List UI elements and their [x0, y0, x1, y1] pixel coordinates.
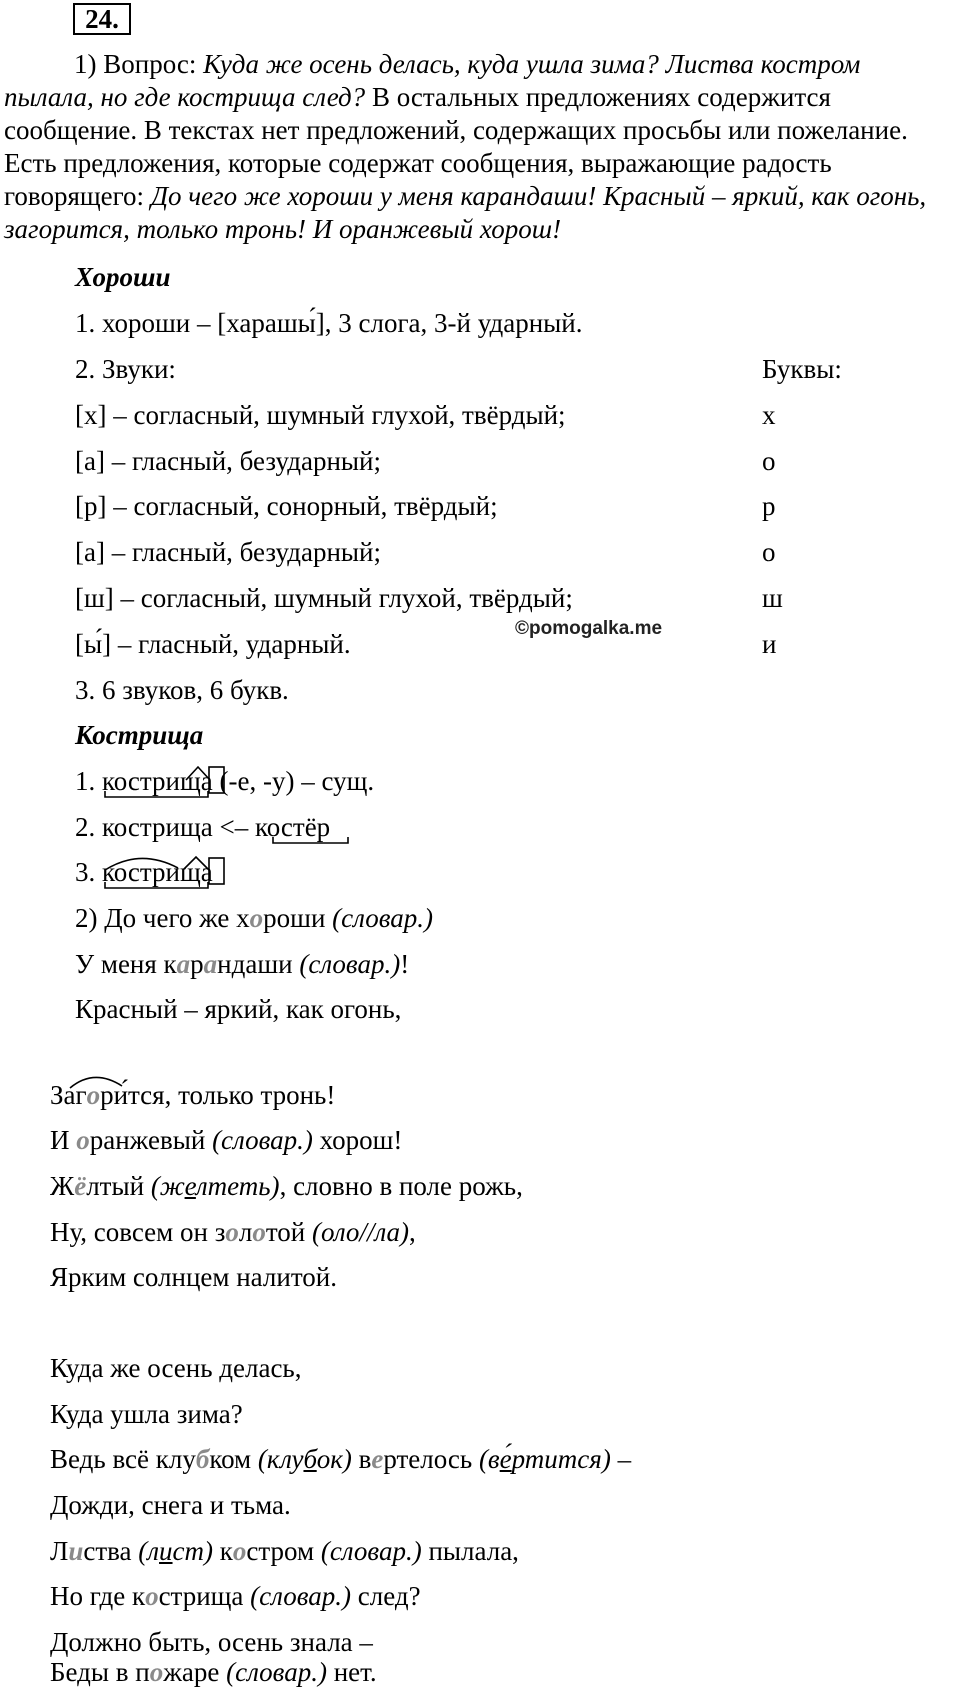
source-word: костёр: [255, 812, 331, 842]
text: ндаши: [217, 949, 300, 979]
poem2-line-8: [50, 1656, 377, 1688]
sound-row: [р] – согласный, сонорный, твёрдый;: [75, 491, 498, 521]
sound-row: [ы́] – гласный, ударный.: [75, 629, 351, 659]
kostrishcha-line-1: [75, 765, 374, 797]
derived-word: кострища: [102, 812, 213, 842]
text: –: [610, 1444, 632, 1474]
poem2-line-4: Дожди, снега и тьма.: [50, 1490, 291, 1520]
poem2-line-6: [50, 1580, 421, 1612]
kostrishcha-title: Кострища: [75, 720, 204, 750]
text: ком: [209, 1444, 258, 1474]
letter-cell: х: [762, 400, 776, 430]
text: Заг: [50, 1080, 87, 1110]
spelling-letter: о: [145, 1581, 159, 1611]
check-note: (ж: [150, 1171, 185, 1201]
kostrishcha-line-3: [75, 856, 213, 888]
spelling-letter: о: [86, 1080, 101, 1110]
text: нет.: [326, 1657, 377, 1687]
poem1-line-8: Ярким солнцем налитой.: [50, 1262, 337, 1292]
text: Ведь всё клу: [50, 1444, 196, 1474]
text: ,: [409, 1217, 416, 1247]
check-note-underlined: е́: [499, 1444, 512, 1474]
sound-row: [х] – согласный, шумный глухой, твёрдый;: [75, 400, 566, 430]
list-number: 3.: [75, 857, 102, 887]
list-number: 2.: [75, 812, 102, 842]
spelling-letter: ё: [74, 1171, 87, 1201]
sound-row: [ш] – согласный, шумный глухой, твёрдый;: [75, 583, 573, 613]
spelling-letter: о: [252, 1217, 266, 1247]
text: стрища: [158, 1581, 251, 1611]
horoshi-line-1: 1. хороши – [харашы́], 3 слога, 3-й ударный.: [75, 308, 583, 338]
intro-text-a: 1) Вопрос:: [74, 49, 204, 79]
check-note-underlined: е: [184, 1171, 196, 1201]
letter-cell: ш: [762, 583, 783, 613]
word-ending: а: [200, 766, 213, 796]
poem2-line-7: Должно быть, осень знала –: [50, 1627, 373, 1657]
letter-cell: и: [762, 629, 777, 659]
poem1-line-1: [75, 902, 433, 934]
kostrishcha-line-2: [75, 811, 330, 843]
poem1-line-6: [50, 1170, 523, 1202]
spelling-letter: о: [225, 1217, 239, 1247]
check-note: (словар.): [226, 1657, 327, 1687]
text: ства: [83, 1536, 139, 1566]
text: У меня к: [75, 949, 177, 979]
check-note: (словар.): [332, 903, 434, 933]
word-ending: а: [200, 857, 213, 887]
poem1-line-7: [50, 1216, 416, 1248]
letter-cell: р: [762, 491, 776, 521]
check-note: ртится): [511, 1444, 611, 1474]
poem1-line-2: [75, 948, 409, 980]
text: жаре: [163, 1657, 227, 1687]
line-rest: (-е, -у) – сущ.: [212, 766, 375, 796]
derivation-arrow: <–: [212, 812, 255, 842]
text: стром: [246, 1536, 321, 1566]
text: хорош!: [312, 1125, 403, 1155]
text: след?: [351, 1581, 421, 1611]
sound-row: [а] – гласный, безударный;: [75, 446, 382, 476]
check-note: ок): [316, 1444, 352, 1474]
text: пылала,: [421, 1536, 519, 1566]
letter-cell: о: [762, 537, 776, 567]
horoshi-title: Хороши: [75, 262, 171, 292]
text: ртелось: [383, 1444, 479, 1474]
text: Беды в п: [50, 1657, 150, 1687]
text: Ну, совсем он з: [50, 1217, 226, 1247]
sound-row: [а] – гласный, безударный;: [75, 537, 382, 567]
text: Но где к: [50, 1581, 146, 1611]
text: той: [265, 1217, 313, 1247]
watermark: ©pomogalka.me: [515, 618, 663, 639]
text: лтый: [86, 1171, 151, 1201]
spelling-letter: о: [232, 1536, 247, 1566]
spelling-letter: о: [76, 1125, 90, 1155]
check-note-underlined: и: [159, 1536, 173, 1566]
text: в: [351, 1444, 372, 1474]
poem1-line-4: [50, 1079, 335, 1111]
intro-text-b: В остальных предложениях содержится сообщение. В текстах нет предложений, содержащих просьбы или пожелание. Есть предложения, которые содержат сообщения, выражающие радость говорящего:: [4, 82, 908, 211]
spelling-letter: о: [249, 903, 264, 933]
letters-header: Буквы:: [762, 354, 842, 384]
list-number: 1.: [75, 766, 102, 796]
text: 2) До чего же х: [75, 903, 250, 933]
check-note: (оло//ла): [312, 1217, 410, 1247]
text: к: [213, 1536, 233, 1566]
check-note: (словар.): [250, 1581, 352, 1611]
check-note: ст): [172, 1536, 214, 1566]
spelling-letter: а: [176, 949, 191, 979]
check-note: (словар.): [212, 1125, 313, 1155]
check-note: лтеть): [195, 1171, 280, 1201]
check-note-underlined: б: [303, 1444, 317, 1474]
spelling-letter: о: [149, 1657, 164, 1687]
word-stem: кострищ: [102, 766, 201, 796]
text: ри́тся, только тронь!: [100, 1080, 336, 1110]
check-note: (словар.): [299, 949, 401, 979]
task-number: 24.: [73, 3, 131, 35]
poem1-line-5: [50, 1124, 402, 1156]
letter-cell: о: [762, 446, 776, 476]
check-note: (словар.): [320, 1536, 422, 1566]
text: Л: [50, 1536, 69, 1566]
text: р: [190, 949, 204, 979]
poem2-line-5: [50, 1535, 519, 1567]
check-note: (клу: [257, 1444, 304, 1474]
poem2-line-2: Куда ушла зима?: [50, 1399, 243, 1429]
intro-quote: До чего же хороши у меня карандаши! Красный – яркий, как огонь, загорится, только тронь! И оранжевый хорош!: [4, 181, 927, 244]
text: Ж: [50, 1171, 75, 1201]
poem1-line-3: Красный – яркий, как огонь,: [75, 994, 402, 1024]
horoshi-summary: 3. 6 звуков, 6 букв.: [75, 675, 289, 705]
spelling-letter: и: [68, 1536, 84, 1566]
text: И: [50, 1125, 77, 1155]
spelling-letter: б: [195, 1444, 210, 1474]
check-note: (л: [138, 1536, 160, 1566]
spelling-letter: а: [203, 949, 218, 979]
intro-question: Куда же осень делась, куда ушла зима? Листва костром пылала, но где кострища след?: [4, 49, 861, 112]
spelling-letter: е: [371, 1444, 384, 1474]
text: л: [238, 1217, 253, 1247]
text: ранжевый: [89, 1125, 213, 1155]
intro-paragraph: [4, 48, 954, 246]
text: !: [400, 949, 410, 979]
poem2-line-1: Куда же осень делась,: [50, 1353, 302, 1383]
poem2-line-3: [50, 1443, 631, 1475]
text: , словно в поле рожь,: [279, 1171, 523, 1201]
sounds-header: 2. Звуки:: [75, 354, 176, 384]
text: роши: [263, 903, 333, 933]
word-stem: кострищ: [102, 857, 201, 887]
check-note: (в: [478, 1444, 500, 1474]
